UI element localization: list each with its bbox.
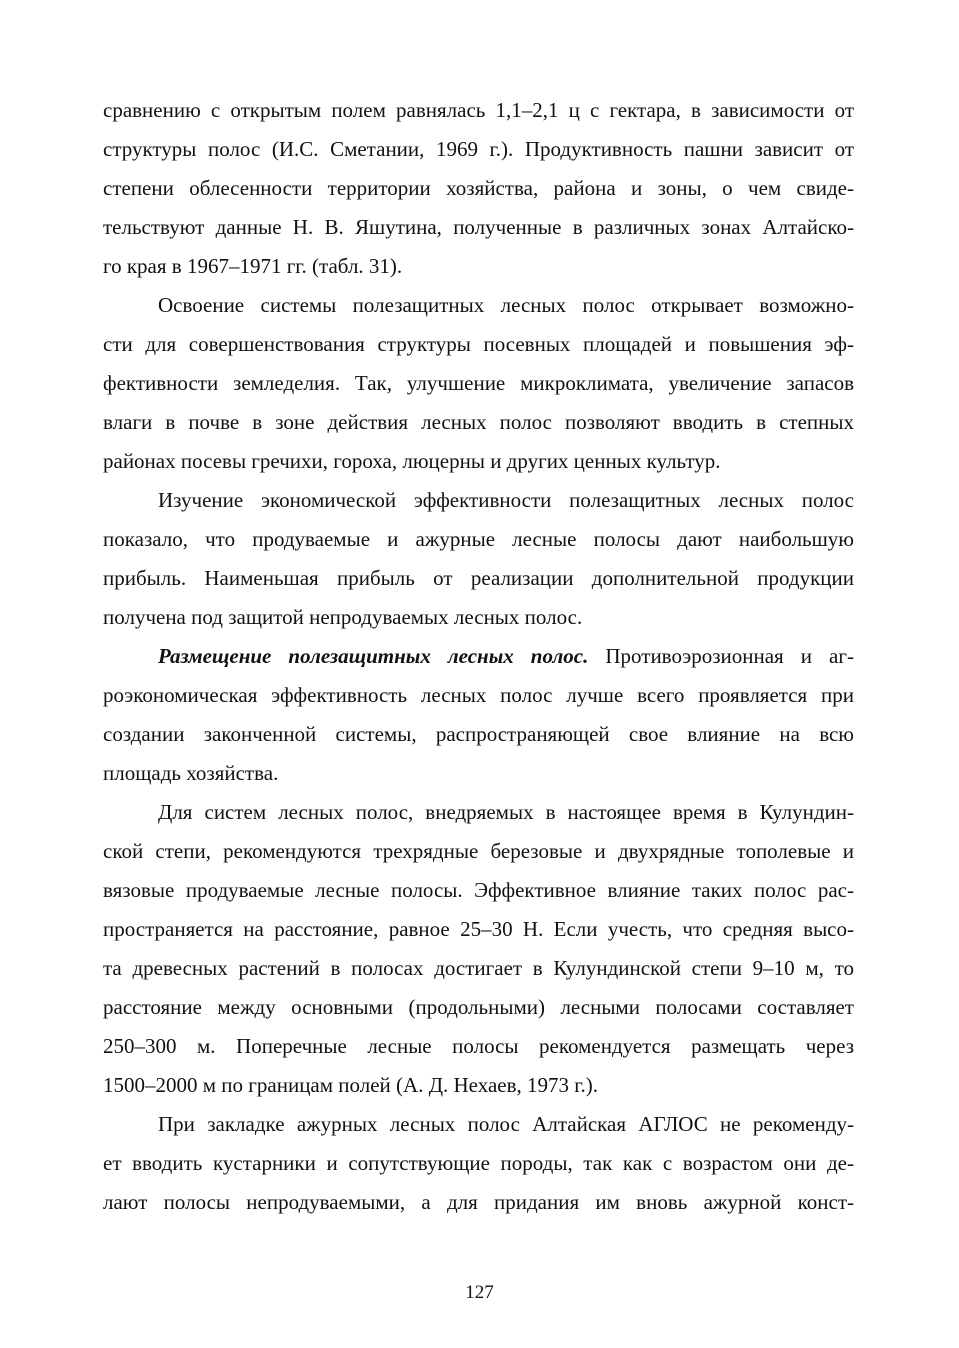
text-line: тельствуют данные Н. В. Яшутина, полученные в различных зонах Алтайско- — [103, 215, 854, 239]
text-line: 250–300 м. Поперечные лесные полосы рекомендуется размещать через — [103, 1034, 854, 1058]
text-line: сравнению с открытым полем равнялась 1,1–2,1 ц с гектара, в зависимости от — [103, 98, 854, 122]
text-line: сти для совершенствования структуры посевных площадей и повышения эф- — [103, 332, 854, 356]
text-line: степени облесенности территории хозяйства, района и зоны, о чем свиде- — [103, 176, 854, 200]
section-heading: Размещение полезащитных лесных полос. — [158, 644, 589, 668]
text-line: создании законченной системы, распространяющей свое влияние на всю — [103, 722, 854, 746]
text-line: Изучение экономической эффективности полезащитных лесных полос — [158, 488, 854, 512]
text-line: Освоение системы полезащитных лесных полос открывает возможно- — [158, 293, 854, 317]
text-line: пространяется на расстояние, равное 25–30 Н. Если учесть, что средняя высо- — [103, 917, 854, 941]
text-line: фективности земледелия. Так, улучшение микроклимата, увеличение запасов — [103, 371, 854, 395]
text-line: та древесных растений в полосах достигает в Кулундинской степи 9–10 м, то — [103, 956, 854, 980]
text-line: прибыль. Наименьшая прибыль от реализации дополнительной продукции — [103, 566, 854, 590]
text-line — [158, 643, 854, 669]
text-line: показало, что продуваемые и ажурные лесные полосы дают наибольшую — [103, 527, 854, 551]
text-line: лают полосы непродуваемыми, а для придания им вновь ажурной конст- — [103, 1190, 854, 1214]
text-line: структуры полос (И.С. Сметании, 1969 г.). Продуктивность пашни зависит от — [103, 137, 854, 161]
text-fragment: Противоэрозионная и аг- — [588, 644, 854, 668]
text-line: При закладке ажурных лесных полос Алтайская АГЛОС не рекоменду- — [158, 1112, 854, 1136]
text-line: расстояние между основными (продольными) лесными полосами составляет — [103, 995, 854, 1019]
text-line: районах посевы гречихи, гороха, люцерны и других ценных культур. — [103, 449, 721, 473]
text-line: влаги в почве в зоне действия лесных полос позволяют вводить в степных — [103, 410, 854, 434]
text-line: площадь хозяйства. — [103, 761, 279, 785]
text-line: го края в 1967–1971 гг. (табл. 31). — [103, 254, 403, 278]
text-line: 1500–2000 м по границам полей (А. Д. Нехаев, 1973 г.). — [103, 1073, 598, 1097]
text-line: Для систем лесных полос, внедряемых в настоящее время в Кулундин- — [158, 800, 854, 824]
text-line: ет вводить кустарники и сопутствующие породы, так как с возрастом они де- — [103, 1151, 854, 1175]
text-line: вязовые продуваемые лесные полосы. Эффективное влияние таких полос рас- — [103, 878, 854, 902]
text-line: роэкономическая эффективность лесных полос лучше всего проявляется при — [103, 683, 854, 707]
text-line: ской степи, рекомендуются трехрядные березовые и двухрядные тополевые и — [103, 839, 854, 863]
text-line: получена под защитой непродуваемых лесных полос. — [103, 605, 583, 629]
page-number: 127 — [465, 1282, 494, 1303]
